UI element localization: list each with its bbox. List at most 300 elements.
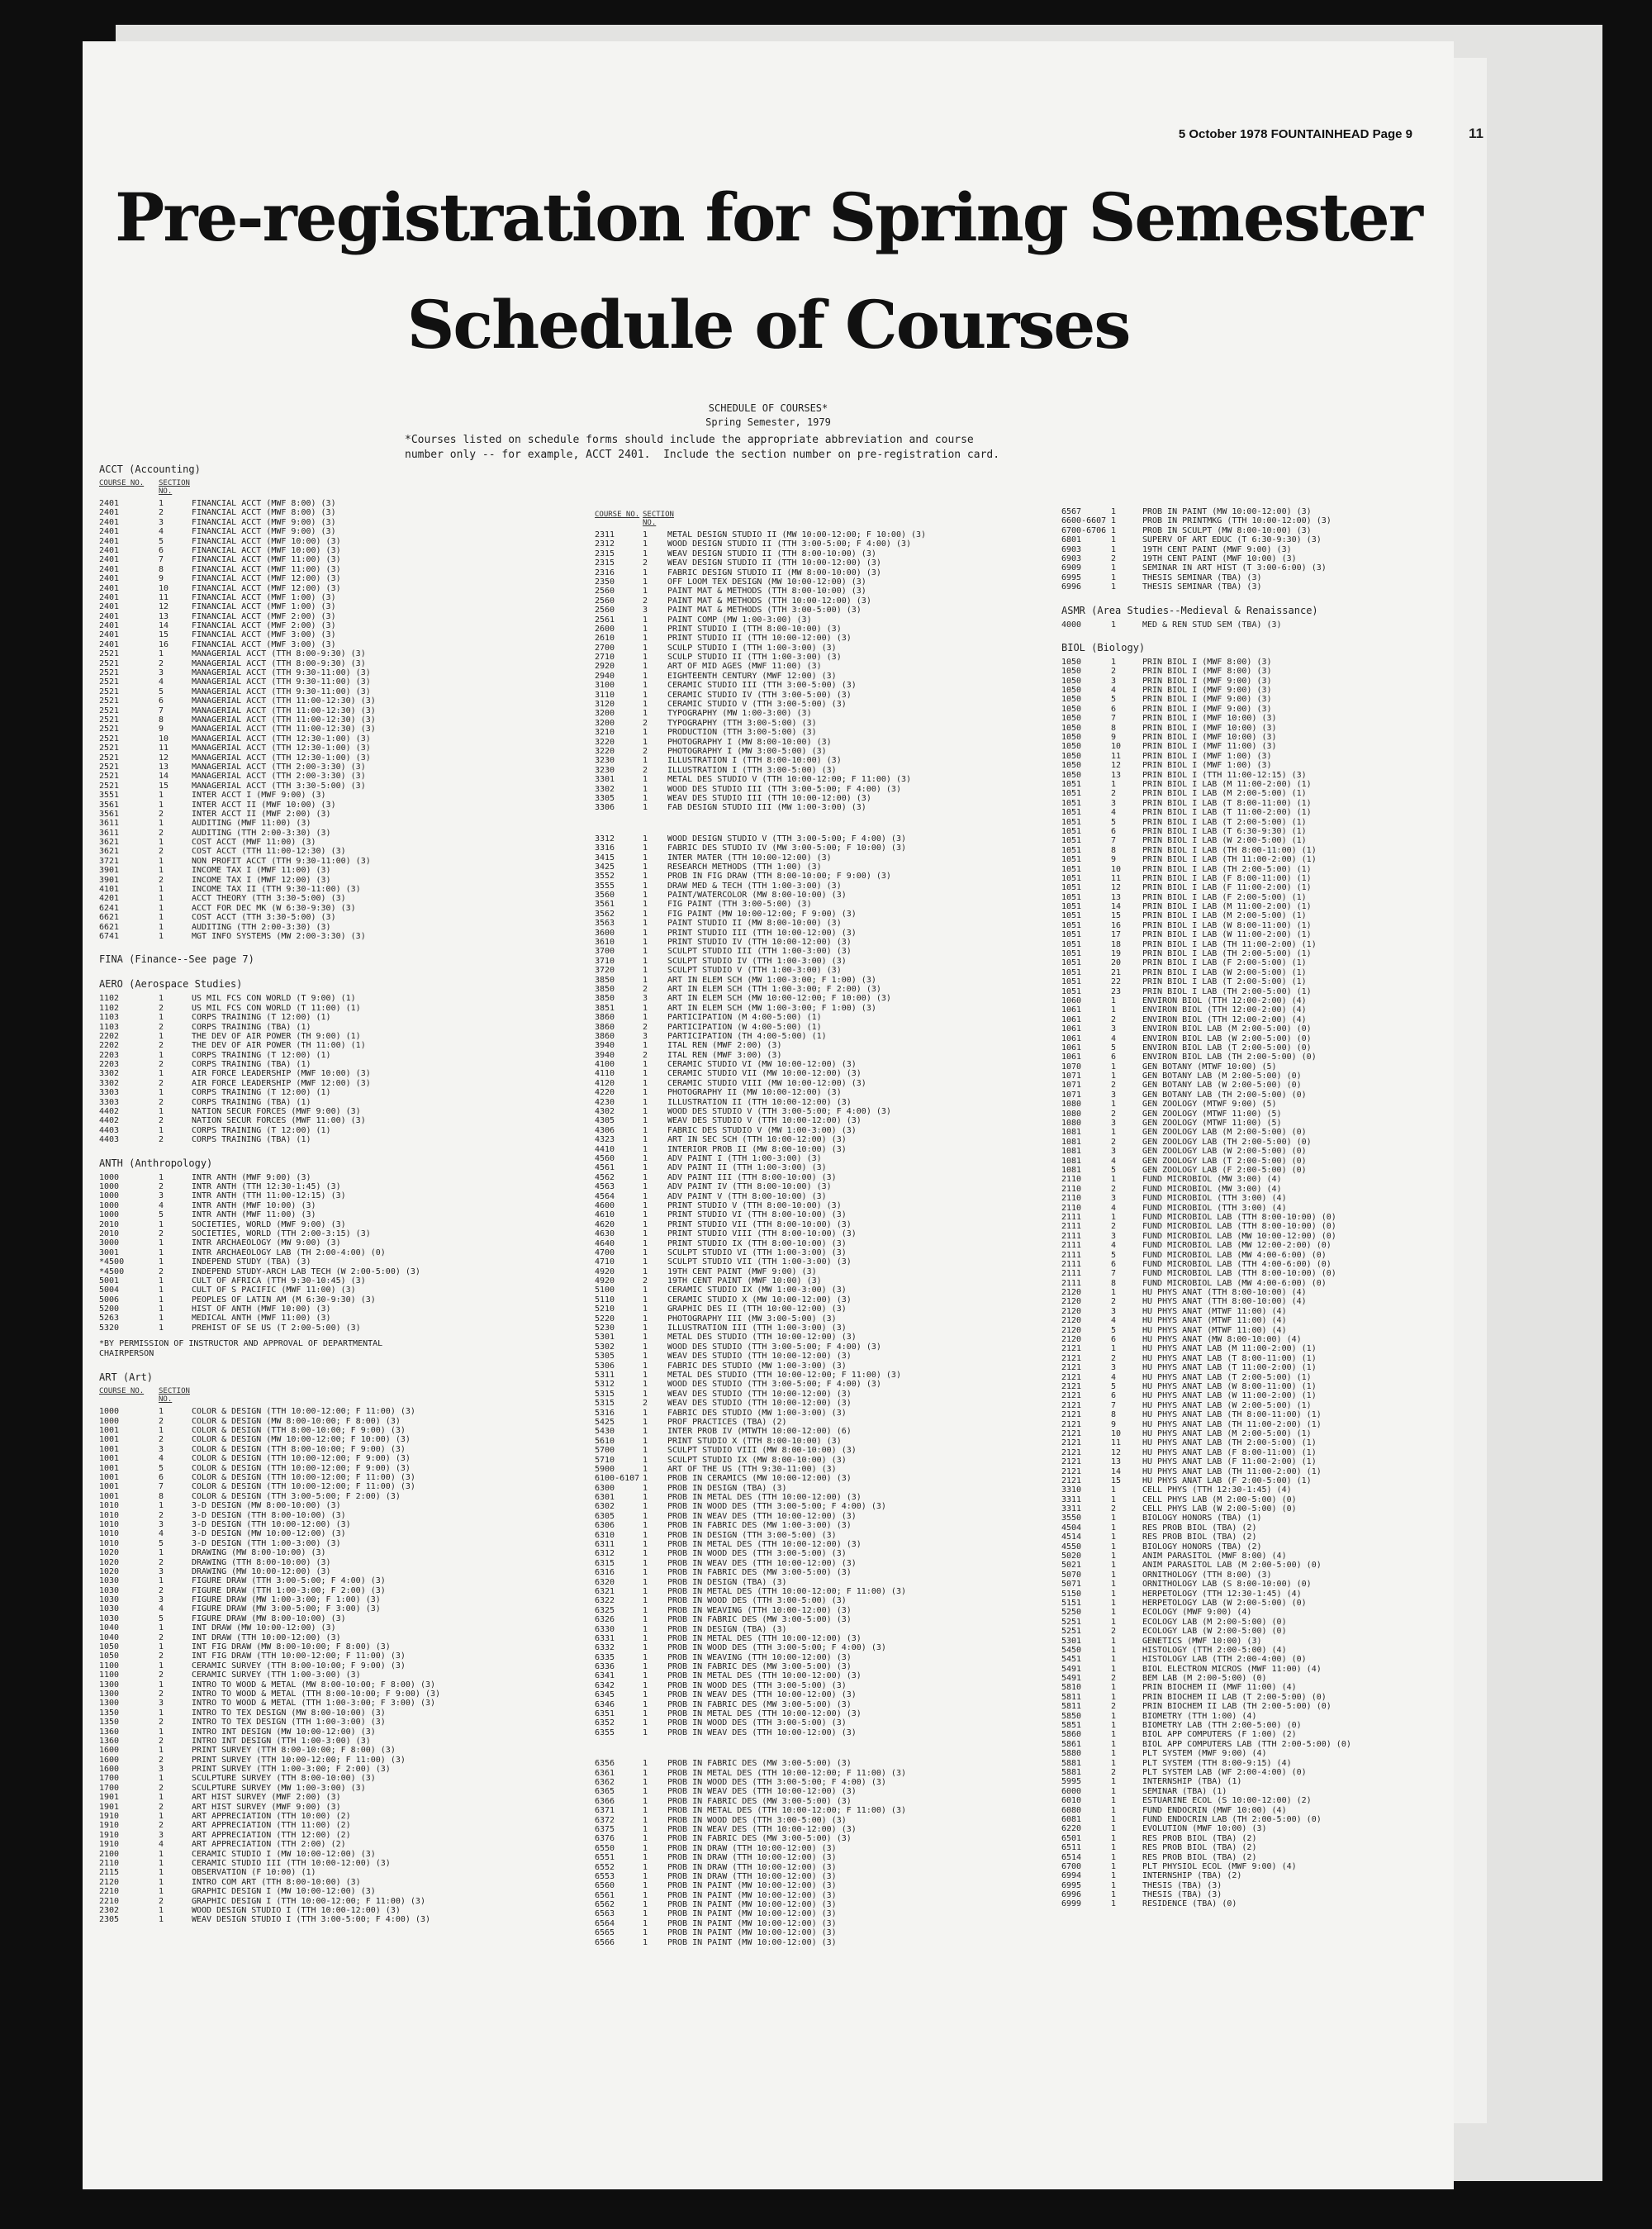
- course-title: ADV PAINT II (TTH 1:00-3:00) (3): [667, 1163, 827, 1173]
- course-title: EIGHTEENTH CENTURY (MWF 12:00) (3): [667, 671, 837, 681]
- course-number: 1102: [99, 1003, 120, 1013]
- course-row: [1061, 1571, 1450, 1580]
- course-number: 1001: [99, 1435, 120, 1445]
- course-number: 2521: [99, 649, 120, 659]
- course-row: [1061, 1561, 1450, 1570]
- section-number: 14: [1111, 1466, 1122, 1476]
- course-title: INTER ACCT II (MWF 10:00) (3): [192, 800, 336, 810]
- course-number: 3100: [595, 681, 615, 691]
- course-title: BEM LAB (M 2:00-5:00) (0): [1142, 1674, 1267, 1684]
- course-row: [595, 803, 1074, 812]
- course-row: [595, 1248, 1074, 1257]
- course-number: 3200: [595, 718, 615, 728]
- section-number: 1: [159, 1238, 164, 1248]
- course-row: [595, 1465, 1074, 1474]
- section-number: 8: [1111, 723, 1117, 733]
- course-number: 1000: [99, 1200, 120, 1210]
- course-number: 5900: [595, 1464, 615, 1474]
- course-number: 2521: [99, 753, 120, 763]
- course-row: [99, 847, 562, 856]
- course-title: FUND ENDOCRIN (MWF 10:00) (4): [1142, 1805, 1287, 1815]
- course-number: 1051: [1061, 911, 1082, 921]
- course-title: MEDICAL ANTH (MWF 11:00) (3): [192, 1314, 331, 1324]
- course-row: [595, 1041, 1074, 1050]
- section-number: 1: [643, 1408, 648, 1418]
- course-number: 6361: [595, 1768, 615, 1778]
- course-row: [595, 700, 1074, 709]
- course-number: 5880: [1061, 1749, 1082, 1759]
- section-number: 21: [1111, 967, 1122, 977]
- section-number: 2: [159, 1022, 164, 1032]
- course-row: [99, 1501, 562, 1510]
- course-row: [1061, 1495, 1450, 1504]
- course-number: 2111: [1061, 1231, 1082, 1241]
- course-number: 6342: [595, 1680, 615, 1690]
- course-title: CERAMIC STUDIO X (MW 10:00-12:00) (3): [667, 1295, 852, 1305]
- course-title: PROB IN WEAVING (TTH 10:00-12:00) (3): [667, 1605, 852, 1615]
- course-title: PHOTOGRAPHY II (MW 10:00-12:00) (3): [667, 1088, 842, 1098]
- section-number: 1: [159, 885, 164, 895]
- section-number: 1: [643, 1380, 648, 1390]
- section-number: 1: [643, 1605, 648, 1615]
- course-no-header: COURSE NO.: [99, 1387, 145, 1396]
- department-heading: ASMR (Area Studies--Medieval & Renaissance): [1061, 604, 1318, 616]
- course-title: GEN ZOOLOGY (MTWF 11:00) (5): [1142, 1109, 1282, 1119]
- course-number: 6996: [1061, 1890, 1082, 1900]
- course-title: ENVIRON BIOL LAB (TH 2:00-5:00) (0): [1142, 1053, 1317, 1062]
- section-number: 8: [1111, 1410, 1117, 1420]
- course-row: [595, 1201, 1074, 1210]
- course-number: 6371: [595, 1806, 615, 1816]
- section-number: 4: [159, 1454, 164, 1464]
- course-number: 2110: [1061, 1203, 1082, 1213]
- section-number: 1: [643, 1937, 648, 1947]
- course-row: [595, 1229, 1074, 1238]
- course-row: [595, 1853, 1074, 1862]
- section-number: 5: [1111, 817, 1117, 827]
- section-number: 14: [159, 621, 169, 631]
- course-number: 5020: [1061, 1552, 1082, 1561]
- course-title: PROB IN PAINT (MW 10:00-12:00) (3): [667, 1928, 837, 1938]
- section-number: 1: [1111, 1880, 1117, 1890]
- course-row: [1061, 1335, 1450, 1344]
- course-title: PRIN BIOL I LAB (T 2:00-5:00) (1): [1142, 817, 1307, 827]
- section-number: 1: [159, 1426, 164, 1436]
- course-number: 2401: [99, 602, 120, 612]
- section-number: 1: [159, 1642, 164, 1652]
- course-row: [595, 1220, 1074, 1229]
- section-number: 1: [643, 643, 648, 653]
- section-number: 8: [1111, 1278, 1117, 1288]
- course-number: 3120: [595, 700, 615, 710]
- course-title: PRIN BIOL I LAB (F 2:00-5:00) (1): [1142, 958, 1307, 968]
- course-title: PRIN BIOL I LAB (T 6:30-9:30) (1): [1142, 826, 1307, 836]
- section-number: 1: [1111, 1552, 1117, 1561]
- course-title: PRINT STUDIO IX (TTH 8:00-10:00) (3): [667, 1238, 847, 1248]
- course-number: 2120: [1061, 1335, 1082, 1345]
- course-number: 3850: [595, 975, 615, 985]
- course-number: 5251: [1061, 1627, 1082, 1637]
- section-number: 1: [643, 1446, 648, 1456]
- course-title: FABRIC DES STUDIO (MW 1:00-3:00) (3): [667, 1361, 847, 1371]
- course-title: ACCT FOR DEC MK (W 6:30-9:30) (3): [192, 903, 356, 913]
- course-number: 3611: [99, 828, 120, 838]
- course-row: [99, 1765, 562, 1774]
- course-title: CELL PHYS (TTH 12:30-1:45) (4): [1142, 1485, 1292, 1495]
- course-number: 6081: [1061, 1814, 1082, 1824]
- section-number: 6: [1111, 1391, 1117, 1401]
- course-row: [99, 1182, 562, 1191]
- course-row: [99, 1201, 562, 1210]
- course-number: 2312: [595, 539, 615, 549]
- course-row: [99, 1859, 562, 1868]
- course-row: [1061, 714, 1450, 723]
- course-title: HERPETOLOGY LAB (W 2:00-5:00) (0): [1142, 1598, 1307, 1608]
- course-number: 1050: [1061, 742, 1082, 752]
- course-title: CERAMIC STUDIO VI (MW 10:00-12:00) (3): [667, 1060, 857, 1070]
- section-number: 3: [159, 1191, 164, 1201]
- course-number: 2521: [99, 687, 120, 696]
- section-number: 2: [1111, 1109, 1117, 1119]
- course-number: 6321: [595, 1586, 615, 1596]
- section-number: 1: [1111, 1890, 1117, 1900]
- course-row: [1061, 1504, 1450, 1514]
- course-number: 1051: [1061, 873, 1082, 883]
- course-number: 2111: [1061, 1278, 1082, 1288]
- course-number: 1040: [99, 1633, 120, 1642]
- course-number: 4620: [595, 1219, 615, 1229]
- course-title: THESIS (TBA) (3): [1142, 1890, 1222, 1900]
- course-title: SCULP STUDIO II (TTH 1:00-3:00) (3): [667, 653, 842, 663]
- section-number: 1: [643, 853, 648, 863]
- course-row: [595, 1257, 1074, 1267]
- course-title: MANAGERIAL ACCT (TTH 8:00-9:30) (3): [192, 658, 366, 668]
- section-number: 2: [159, 1755, 164, 1765]
- section-number: 1: [643, 1248, 648, 1257]
- course-title: COLOR & DESIGN (MW 8:00-10:00; F 8:00) (3): [192, 1416, 401, 1426]
- course-title: PRIN BIOL I (MWF 9:00) (3): [1142, 686, 1272, 696]
- section-number: 1: [643, 1295, 648, 1305]
- section-number: 1: [643, 1834, 648, 1844]
- course-row: [595, 1531, 1074, 1540]
- course-number: 3561: [595, 900, 615, 910]
- course-title: PROB IN WOOD DES (TTH 3:00-5:00; F 4:00) (3): [667, 1502, 886, 1512]
- section-number: 1: [643, 1690, 648, 1700]
- course-number: 1051: [1061, 883, 1082, 893]
- course-number: 2401: [99, 611, 120, 621]
- course-title: ADV PAINT III (TTH 8:00-10:00) (3): [667, 1172, 837, 1182]
- section-number: 1: [1111, 1485, 1117, 1495]
- course-row: [1061, 1646, 1450, 1655]
- course-number: 2521: [99, 715, 120, 725]
- section-number: 10: [159, 583, 169, 593]
- course-row: [595, 1909, 1074, 1918]
- section-number: 2: [1111, 789, 1117, 799]
- course-number: 3621: [99, 847, 120, 857]
- section-number: 1: [159, 1708, 164, 1718]
- course-row: [595, 1881, 1074, 1890]
- course-title: ART OF MID AGES (MWF 11:00) (3): [667, 662, 822, 672]
- course-title: PROB IN DESIGN (TTH 3:00-5:00) (3): [667, 1530, 837, 1540]
- course-number: 5021: [1061, 1561, 1082, 1571]
- course-row: [99, 782, 562, 791]
- course-title: PROB IN PAINT (MW 10:00-12:00) (3): [667, 1909, 837, 1919]
- course-row: [1061, 516, 1450, 525]
- course-number: 3563: [595, 919, 615, 929]
- section-number: 1: [159, 1623, 164, 1633]
- course-row: [1061, 921, 1450, 930]
- course-row: [1061, 1241, 1450, 1250]
- course-row: [1061, 949, 1450, 958]
- course-title: FABRIC DES STUDIO V (MW 1:00-3:00) (3): [667, 1125, 857, 1135]
- course-number: 1000: [99, 1172, 120, 1182]
- course-row: [595, 625, 1074, 634]
- course-row: [595, 1521, 1074, 1530]
- section-number: 1: [643, 1709, 648, 1719]
- section-number: 1: [159, 903, 164, 913]
- section-number: 1: [1111, 516, 1117, 526]
- section-number: 1: [643, 1060, 648, 1070]
- course-title: INT DRAW (TTH 10:00-12:00) (3): [192, 1633, 341, 1642]
- course-row: [595, 1371, 1074, 1380]
- course-number: 2401: [99, 499, 120, 508]
- section-number: 1: [1111, 1617, 1117, 1627]
- course-number: 1910: [99, 1830, 120, 1840]
- section-number: 1: [643, 1342, 648, 1352]
- course-title: PRINT STUDIO VII (TTH 8:00-10:00) (3): [667, 1219, 852, 1229]
- section-number: 1: [1111, 1721, 1117, 1731]
- course-row: [595, 728, 1074, 737]
- course-row: [595, 1295, 1074, 1305]
- course-row: [595, 1493, 1074, 1502]
- section-no-header: SECTION NO.: [159, 479, 190, 496]
- course-number: 3303: [99, 1088, 120, 1098]
- course-number: 5305: [595, 1352, 615, 1362]
- course-row: [595, 1662, 1074, 1671]
- course-row: [595, 1578, 1074, 1587]
- course-number: 2210: [99, 1887, 120, 1897]
- section-number: 2: [643, 558, 648, 568]
- section-number: 2: [1111, 1702, 1117, 1712]
- course-number: 1001: [99, 1426, 120, 1436]
- course-title: INDEPEND STUDY (TBA) (3): [192, 1257, 311, 1267]
- course-row: [1061, 1420, 1450, 1429]
- course-title: MANAGERIAL ACCT (TTH 11:00-12:30) (3): [192, 696, 376, 706]
- course-number: 3860: [595, 1031, 615, 1041]
- course-row: [99, 1004, 562, 1013]
- course-title: WEAV DESIGN STUDIO II (TTH 8:00-10:00) (3): [667, 549, 876, 558]
- course-title: METAL DES STUDIO V (TTH 10:00-12:00; F 11:00) (3): [667, 775, 912, 785]
- section-number: 7: [159, 1482, 164, 1492]
- course-title: PRINT STUDIO I (TTH 8:00-10:00) (3): [667, 624, 842, 634]
- course-row: [595, 1399, 1074, 1408]
- course-title: HU PHYS ANAT LAB (W 8:00-11:00) (1): [1142, 1381, 1317, 1391]
- course-title: INTRO INT DESIGN (MW 10:00-12:00) (3): [192, 1727, 376, 1737]
- course-title: ILLUSTRATION II (TTH 10:00-12:00) (3): [667, 1097, 852, 1107]
- course-title: PRIN BIOL I LAB (TH 8:00-11:00) (1): [1142, 845, 1317, 855]
- course-row: [595, 1671, 1074, 1680]
- course-row: [595, 738, 1074, 747]
- section-number: 9: [159, 725, 164, 734]
- section-number: 2: [643, 1399, 648, 1409]
- course-row: [99, 994, 562, 1003]
- course-number: 2202: [99, 1041, 120, 1051]
- course-title: GEN BOTANY LAB (TH 2:00-5:00) (0): [1142, 1090, 1307, 1100]
- course-row: [99, 1079, 562, 1088]
- course-title: DRAWING (MW 8:00-10:00) (3): [192, 1548, 326, 1558]
- course-title: PRIN BIOL I LAB (TH 11:00-2:00) (1): [1142, 939, 1317, 949]
- course-row: [595, 775, 1074, 784]
- course-title: RES PROB BIOL (TBA) (2): [1142, 1523, 1257, 1533]
- section-number: 1: [159, 1286, 164, 1295]
- section-number: 1: [643, 1154, 648, 1163]
- section-number: 18: [1111, 939, 1122, 949]
- course-title: SCULPT STUDIO VI (TTH 1:00-3:00) (3): [667, 1248, 847, 1257]
- section-number: 7: [159, 706, 164, 715]
- course-row: [99, 1784, 562, 1793]
- course-number: 2521: [99, 725, 120, 734]
- course-title: FINANCIAL ACCT (MWF 1:00) (3): [192, 602, 336, 612]
- course-number: 1051: [1061, 986, 1082, 996]
- course-row: [595, 1634, 1074, 1643]
- course-title: SCULPT STUDIO III (TTH 1:00-3:00) (3): [667, 947, 852, 957]
- course-row: [1061, 1533, 1450, 1542]
- course-title: PROB IN DRAW (TTH 10:00-12:00) (3): [667, 1862, 837, 1872]
- section-number: 5: [1111, 1043, 1117, 1053]
- section-number: 1: [643, 1502, 648, 1512]
- section-number: 1: [1111, 1608, 1117, 1618]
- course-number: 6903: [1061, 544, 1082, 554]
- course-row: [595, 872, 1074, 881]
- course-row: [1061, 1326, 1450, 1335]
- course-number: 2121: [1061, 1428, 1082, 1438]
- section-number: 15: [159, 630, 169, 640]
- course-title: ENVIRON BIOL (TTH 12:00-2:00) (4): [1142, 1015, 1307, 1024]
- course-number: 5810: [1061, 1683, 1082, 1693]
- course-title: EVOLUTION (MWF 10:00) (3): [1142, 1824, 1267, 1834]
- course-number: 6305: [595, 1511, 615, 1521]
- course-row: [99, 819, 562, 828]
- course-title: PARTICIPATION (M 4:00-5:00) (1): [667, 1013, 822, 1023]
- course-row: [99, 913, 562, 922]
- course-row: [99, 1633, 562, 1642]
- section-number: 1: [643, 975, 648, 985]
- course-number: 1001: [99, 1454, 120, 1464]
- course-number: 6372: [595, 1815, 615, 1825]
- course-number: 1051: [1061, 779, 1082, 789]
- section-number: 1: [1111, 1730, 1117, 1740]
- course-title: FINANCIAL ACCT (MWF 3:00) (3): [192, 630, 336, 640]
- course-number: 6302: [595, 1502, 615, 1512]
- course-title: INTERNSHIP (TBA) (1): [1142, 1777, 1242, 1787]
- course-row: [1061, 968, 1450, 977]
- course-number: 1080: [1061, 1109, 1082, 1119]
- course-row: [595, 691, 1074, 700]
- course-title: GEN ZOOLOGY LAB (W 2:00-5:00) (0): [1142, 1147, 1307, 1157]
- section-number: 2: [159, 1435, 164, 1445]
- course-title: PRIN BIOL I (MWF 1:00) (3): [1142, 761, 1272, 771]
- course-row: [595, 1938, 1074, 1947]
- section-number: 2: [1111, 667, 1117, 677]
- course-number: 5860: [1061, 1730, 1082, 1740]
- course-title: HU PHYS ANAT LAB (TH 11:00-2:00) (1): [1142, 1419, 1322, 1429]
- section-number: 1: [159, 649, 164, 659]
- course-number: 2121: [1061, 1476, 1082, 1485]
- course-title: BIOLOGY HONORS (TBA) (2): [1142, 1542, 1262, 1552]
- section-number: 1: [643, 1671, 648, 1681]
- section-number: 1: [1111, 1655, 1117, 1665]
- course-number: 6322: [595, 1596, 615, 1606]
- section-number: 1: [1111, 573, 1117, 582]
- course-number: 1051: [1061, 967, 1082, 977]
- section-number: 1: [643, 1182, 648, 1192]
- course-number: 6306: [595, 1521, 615, 1531]
- course-title: COLOR & DESIGN (TTH 8:00-10:00; F 9:00) (3): [192, 1444, 406, 1454]
- course-title: PROB IN WOOD DES (TTH 3:00-5:00; F 4:00) (3): [667, 1643, 886, 1653]
- course-number: 6352: [595, 1718, 615, 1728]
- course-number: 1070: [1061, 1062, 1082, 1072]
- course-title: PROB IN FABRIC DES (MW 3:00-5:00) (3): [667, 1834, 852, 1844]
- course-row: [99, 1248, 562, 1257]
- section-number: 14: [1111, 902, 1122, 912]
- section-number: 1: [643, 1824, 648, 1834]
- course-row: [1061, 1316, 1450, 1325]
- course-row: [1061, 1269, 1450, 1278]
- course-title: INTR ANTH (TTH 11:00-12:15) (3): [192, 1191, 346, 1201]
- course-row: [595, 1154, 1074, 1163]
- course-row: [595, 1549, 1074, 1558]
- section-number: 5: [1111, 1166, 1117, 1175]
- course-row: [99, 696, 562, 706]
- course-number: 4564: [595, 1191, 615, 1201]
- course-title: FINANCIAL ACCT (MWF 2:00) (3): [192, 611, 336, 621]
- course-number: 5230: [595, 1324, 615, 1333]
- course-title: CULT OF S PACIFIC (MWF 11:00) (3): [192, 1286, 356, 1295]
- course-title: AUDITING (TTH 2:00-3:30) (3): [192, 828, 331, 838]
- course-title: THE DEV OF AIR POWER (TH 11:00) (1): [192, 1041, 366, 1051]
- section-number: 1: [1111, 1805, 1117, 1815]
- course-row: [595, 794, 1074, 803]
- section-number: 12: [1111, 761, 1122, 771]
- course-title: PROB IN PAINT (MW 10:00-12:00) (3): [667, 1937, 837, 1947]
- course-number: 6320: [595, 1577, 615, 1587]
- course-title: WOOD DESIGN STUDIO I (TTH 10:00-12:00) (3): [192, 1905, 401, 1915]
- course-number: 1010: [99, 1519, 120, 1529]
- course-title: HERPETOLOGY (TTH 12:30-1:45) (4): [1142, 1589, 1302, 1599]
- course-number: 6375: [595, 1824, 615, 1834]
- course-number: 1350: [99, 1708, 120, 1718]
- course-title: CORPS TRAINING (TBA) (1): [192, 1060, 311, 1070]
- course-title: PROB IN PAINT (MW 10:00-12:00) (3): [667, 1881, 837, 1891]
- course-title: FIG PAINT (TTH 3:00-5:00) (3): [667, 900, 812, 910]
- section-number: 2: [643, 1050, 648, 1060]
- course-title: PROB IN WEAV DES (TTH 10:00-12:00) (3): [667, 1558, 857, 1568]
- course-number: 1051: [1061, 808, 1082, 818]
- course-number: 6341: [595, 1671, 615, 1681]
- course-row: [1061, 1674, 1450, 1683]
- course-row: [595, 1759, 1074, 1768]
- section-number: 1: [159, 1219, 164, 1229]
- course-number: 1010: [99, 1510, 120, 1520]
- course-number: 6551: [595, 1853, 615, 1863]
- course-title: WEAV DES STUDIO III (TTH 10:00-12:00) (3): [667, 793, 871, 803]
- course-number: 6553: [595, 1871, 615, 1881]
- course-number: 5301: [1061, 1636, 1082, 1646]
- section-number: 1: [1111, 1749, 1117, 1759]
- course-number: 2121: [1061, 1353, 1082, 1363]
- section-number: 2: [159, 1267, 164, 1276]
- course-title: PHOTOGRAPHY I (MW 8:00-10:00) (3): [667, 737, 832, 747]
